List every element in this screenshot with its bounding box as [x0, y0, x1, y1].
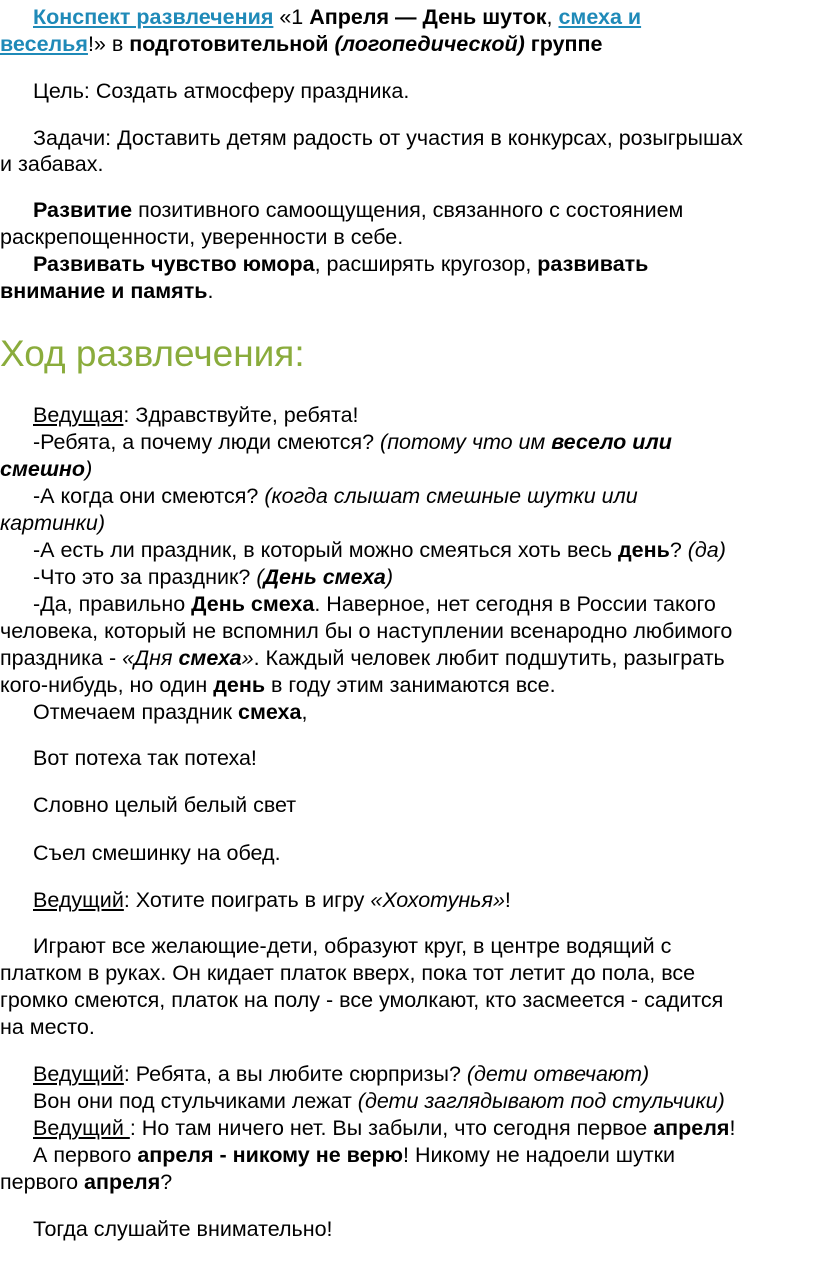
surprise-text: ! Никому не надоели шутки: [403, 1143, 676, 1167]
dev-text: , расширять кругозор,: [314, 252, 538, 276]
title-text: !» в: [87, 32, 130, 56]
link-veselya[interactable]: веселья: [0, 32, 88, 56]
link-smeha[interactable]: смеха и: [558, 5, 642, 29]
dialog-text: ?: [669, 538, 688, 562]
dialog-bold-italic: весело или: [551, 430, 672, 454]
dialog-line: [0, 510, 105, 537]
dialog-text: -Да, правильно: [33, 592, 192, 616]
surprise-bold: апреля - никому не верю: [137, 1143, 404, 1167]
dialog-line: [33, 564, 393, 591]
dev-bold: Развивать чувство юмора: [33, 252, 315, 276]
surprise-text: первого: [0, 1170, 84, 1194]
dialog-line: [33, 429, 672, 456]
dialog-italic: ): [385, 565, 394, 589]
game-text: !: [504, 888, 511, 912]
dialog-text: . Каждый человек любит подшутить, разыграть: [253, 646, 725, 670]
title-line-1: [33, 4, 641, 31]
poem-line: Словно целый белый свет: [33, 793, 297, 817]
dialog-italic: (когда слышат смешные шутки или: [264, 484, 638, 508]
dev-bold: внимание и память: [0, 279, 208, 303]
game-rules-line: громко смеются, платок на полу - все умолкают, кто засмеется - садится: [0, 988, 724, 1012]
dialog-bold: день: [213, 673, 266, 697]
poem-line: Съел смешинку на обед.: [33, 841, 281, 865]
dialog-italic: (потому что им: [380, 430, 552, 454]
game-rules-line: платком в руках. Он кидает платок вверх, пока тот летит до пола, все: [0, 961, 696, 985]
dev-line-3: [33, 251, 648, 278]
speaker-label: Ведущая: [33, 403, 124, 427]
dialog-line: [33, 537, 726, 564]
poem-line: Вот потеха так потеха!: [33, 746, 257, 770]
dialog-line: [33, 699, 307, 726]
goal-line: Цель: Создать атмосферу праздника.: [33, 79, 410, 103]
dialog-text: . Наверное, нет сегодня в России такого: [314, 592, 716, 616]
dialog-text: -А есть ли праздник, в который можно смеяться хоть весь: [33, 538, 619, 562]
dialog-text: ,: [301, 700, 308, 724]
surprise-line: [0, 1169, 172, 1196]
dialog-line: [0, 672, 556, 699]
surprise-text: Вон они под стульчиками лежат: [33, 1089, 358, 1113]
surprise-line: [33, 1088, 725, 1115]
dialog-text: в году этим занимаются все.: [265, 673, 556, 697]
title-text: ,: [546, 5, 559, 29]
dialog-text: : Здравствуйте, ребята!: [123, 403, 359, 427]
surprise-text: : Но там ничего нет. Вы забыли, что сегодня первое: [129, 1116, 654, 1140]
dialog-italic: картинки): [0, 511, 106, 535]
dialog-bold-italic: смеха: [178, 646, 242, 670]
surprise-text: ?: [160, 1170, 173, 1194]
title-bold: Апреля — День шуток: [309, 5, 547, 29]
dialog-line: [0, 645, 725, 672]
surprise-line: [33, 1115, 735, 1142]
dialog-text: Отмечаем праздник: [33, 700, 238, 724]
dialog-bold: смеха: [237, 700, 302, 724]
surprise-italic: (дети заглядывают под стульчики): [357, 1089, 725, 1113]
dev-line-1: [33, 197, 683, 224]
surprise-bold: апреля: [84, 1170, 161, 1194]
dev-line-2: раскрепощенности, уверенности в себе.: [0, 225, 404, 249]
dialog-italic: (да): [687, 538, 726, 562]
dialog-italic: «Дня: [122, 646, 179, 670]
dialog-bold-italic: День смеха: [263, 565, 386, 589]
dialog-bold: День смеха: [191, 592, 315, 616]
surprise-text: !: [729, 1116, 736, 1140]
dialog-line: [33, 483, 638, 510]
surprise-line: [33, 1142, 675, 1169]
dialog-italic: ): [85, 457, 93, 481]
dev-bold: развивать: [537, 252, 649, 276]
speaker-label: Ведущий: [33, 888, 124, 912]
title-bold-italic: (логопедической): [334, 32, 525, 56]
dev-text: позитивного самоощущения, связанного с состоянием: [132, 198, 684, 222]
ending-line: Тогда слушайте внимательно!: [33, 1217, 333, 1241]
surprise-text: А первого: [33, 1143, 138, 1167]
surprise-bold: апреля: [653, 1116, 730, 1140]
dialog-line: [33, 591, 716, 618]
section-heading: Ход развлечения:: [0, 333, 305, 374]
dialog-text: праздника -: [0, 646, 123, 670]
dialog-text: кого-нибудь, но один: [0, 673, 214, 697]
title-text: «1: [273, 5, 310, 29]
dev-line-4: [0, 278, 213, 305]
dialog-line: [0, 456, 92, 483]
speaker-label: Ведущий: [33, 1116, 130, 1140]
tasks-line-1: Задачи: Доставить детям радость от участия в конкурсах, розыгрышах: [33, 126, 743, 150]
title-bold: подготовительной: [129, 32, 329, 56]
dialog-italic: »: [241, 646, 254, 670]
dev-bold: Развитие: [33, 198, 133, 222]
game-rules-line: Играют все желающие-дети, образуют круг, в центре водящий с: [33, 934, 672, 958]
link-konspekt[interactable]: Конспект развлечения: [33, 5, 274, 29]
dialog-bold: день: [618, 538, 670, 562]
dialog-bold-italic: смешно: [0, 457, 86, 481]
dev-text: .: [207, 279, 214, 303]
dialog-text: -Что это за праздник?: [33, 565, 257, 589]
game-text: : Хотите поиграть в игру: [123, 888, 371, 912]
game-italic: «Хохотунья»: [370, 888, 505, 912]
tasks-line-2: и забавах.: [0, 152, 104, 176]
surprise-text: : Ребята, а вы любите сюрпризы?: [123, 1062, 467, 1086]
surprise-line: [33, 1061, 649, 1088]
title-line-2: [0, 31, 602, 58]
title-bold: группе: [530, 32, 603, 56]
game-intro-line: [33, 887, 511, 914]
dialog-text: -А когда они смеются?: [33, 484, 265, 508]
dialog-text: -Ребята, а почему люди смеются?: [33, 430, 381, 454]
dialog-italic: (: [256, 565, 264, 589]
speaker-label: Ведущий: [33, 1062, 124, 1086]
dialog-line: [33, 402, 359, 429]
game-rules-line: на место.: [0, 1015, 95, 1039]
surprise-italic: (дети отвечают): [466, 1062, 650, 1086]
dialog-line: человека, который не вспомнил бы о наступлении всенародно любимого: [0, 619, 733, 643]
